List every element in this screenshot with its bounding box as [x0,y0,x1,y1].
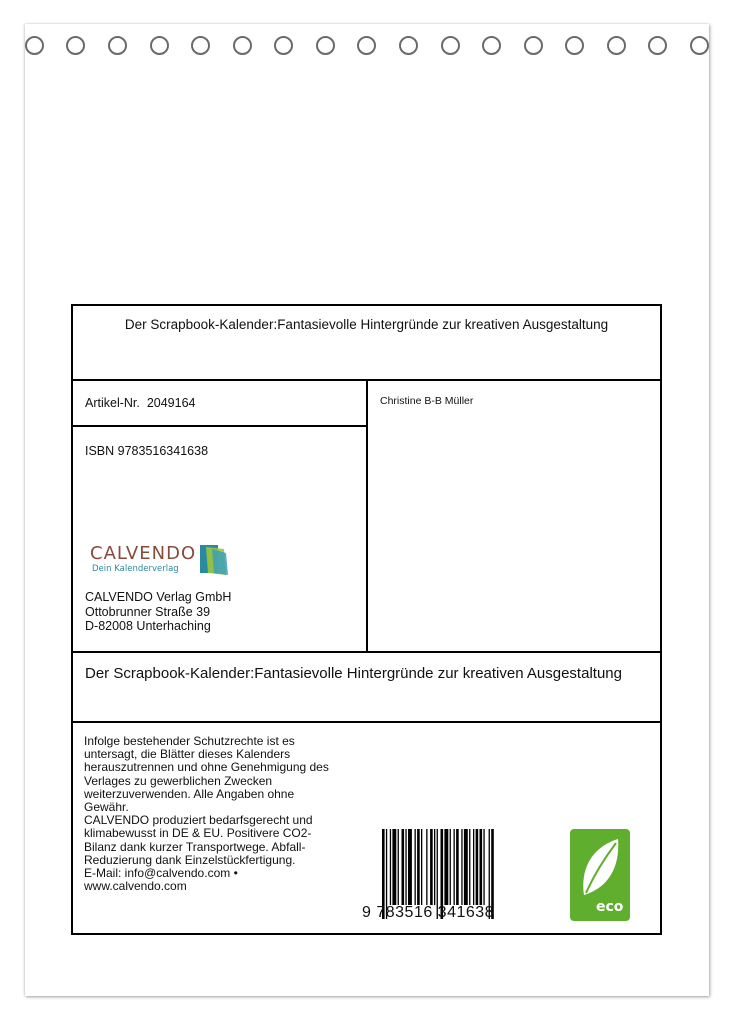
divider [71,651,662,653]
publisher-street: Ottobrunner Straße 39 [85,604,211,619]
barcode-bar [450,829,451,905]
isbn: ISBN 9783516341638 [85,444,209,458]
spiral-binding [0,36,733,60]
binding-ring [482,36,501,55]
calvendo-logo [90,543,240,579]
barcode-bar [398,829,399,905]
publisher-city: D-82008 Unterhaching [85,619,211,633]
barcode-bar [405,829,406,905]
logo-tagline: Dein Kalenderverlag [92,564,179,574]
calvendo-page-icon [198,543,230,577]
eco-label: eco [596,899,624,915]
barcode-bar [473,829,474,905]
legal-line: Infolge bestehender Schutzrechte ist es [84,734,295,748]
binding-ring [316,36,335,55]
barcode-bar [434,829,435,905]
legal-line: CALVENDO produziert bedarfsgerecht und [84,813,313,828]
article-number-value: 2049164 [146,396,196,410]
barcode-bar [456,829,459,905]
legal-line: klimabewusst in DE & EU. Positivere CO2- [84,826,312,841]
article-number-label: Artikel-Nr. [85,396,140,410]
barcode-bar [461,829,462,905]
barcode-bar [483,829,484,905]
barcode-bar [430,829,433,905]
barcode-bar [469,829,470,905]
barcode-bar [421,829,422,905]
binding-ring [524,36,543,55]
divider [71,721,662,723]
barcode-bar [392,829,396,905]
logo-wordmark: CALVENDO [90,543,197,564]
binding-ring [66,36,85,55]
binding-ring [108,36,127,55]
legal-line: www.calvendo.com [84,879,187,894]
barcode-bar [444,829,448,905]
barcode-bar [417,829,420,905]
publisher-name: CALVENDO Verlag GmbH [85,590,232,604]
calendar-title-top: Der Scrapbook-Kalender:Fantasievolle Hintergründe zur kreativen Ausgestaltung [124,317,609,332]
barcode-bar [408,829,412,905]
legal-line: untersagt, die Blätter dieses Kalenders [84,747,291,762]
publisher-address [85,590,231,634]
binding-ring [565,36,584,55]
legal-line: Bilanz dank kurzer Transportwege. Abfall- [84,839,306,854]
binding-ring [191,36,210,55]
divider [366,379,368,652]
binding-ring [607,36,626,55]
binding-ring [274,36,293,55]
binding-ring [648,36,667,55]
legal-line: E-Mail: info@calvendo.com • [84,866,238,881]
barcode-digits: 9 783516 341638 [362,904,495,921]
article-number [85,396,196,410]
legal-line: Reduzierung dank Einzelstückfertigung. [84,852,296,867]
binding-ring [150,36,169,55]
barcode-bar [476,829,479,905]
legal-line: herauszutrennen und ohne Genehmigung des [84,760,329,775]
barcode-bar [480,829,483,905]
legal-line: Verlages zu gewerblichen Zwecken [84,773,273,788]
binding-ring [441,36,460,55]
divider [71,425,368,427]
barcode-bar [464,829,468,905]
binding-ring [25,36,44,55]
legal-line: weiterzuverwenden. Alle Angaben ohne [84,786,295,801]
binding-ring [357,36,376,55]
isbn-barcode [362,829,530,924]
legal-line: Gewähr. [84,800,129,815]
barcode-bar [390,829,391,905]
barcode-bar [402,829,405,905]
barcode-bar [454,829,455,905]
barcode-bar [426,829,427,905]
binding-ring [690,36,709,55]
binding-ring [233,36,252,55]
calendar-title-main: Der Scrapbook-Kalender:Fantasievolle Hintergründe zur kreativen Ausgestaltung [85,665,622,682]
binding-ring [399,36,418,55]
barcode-bar [415,829,416,905]
author-name: Christine B-B Müller [380,395,474,407]
eco-badge [570,829,630,921]
legal-notice [84,735,369,893]
